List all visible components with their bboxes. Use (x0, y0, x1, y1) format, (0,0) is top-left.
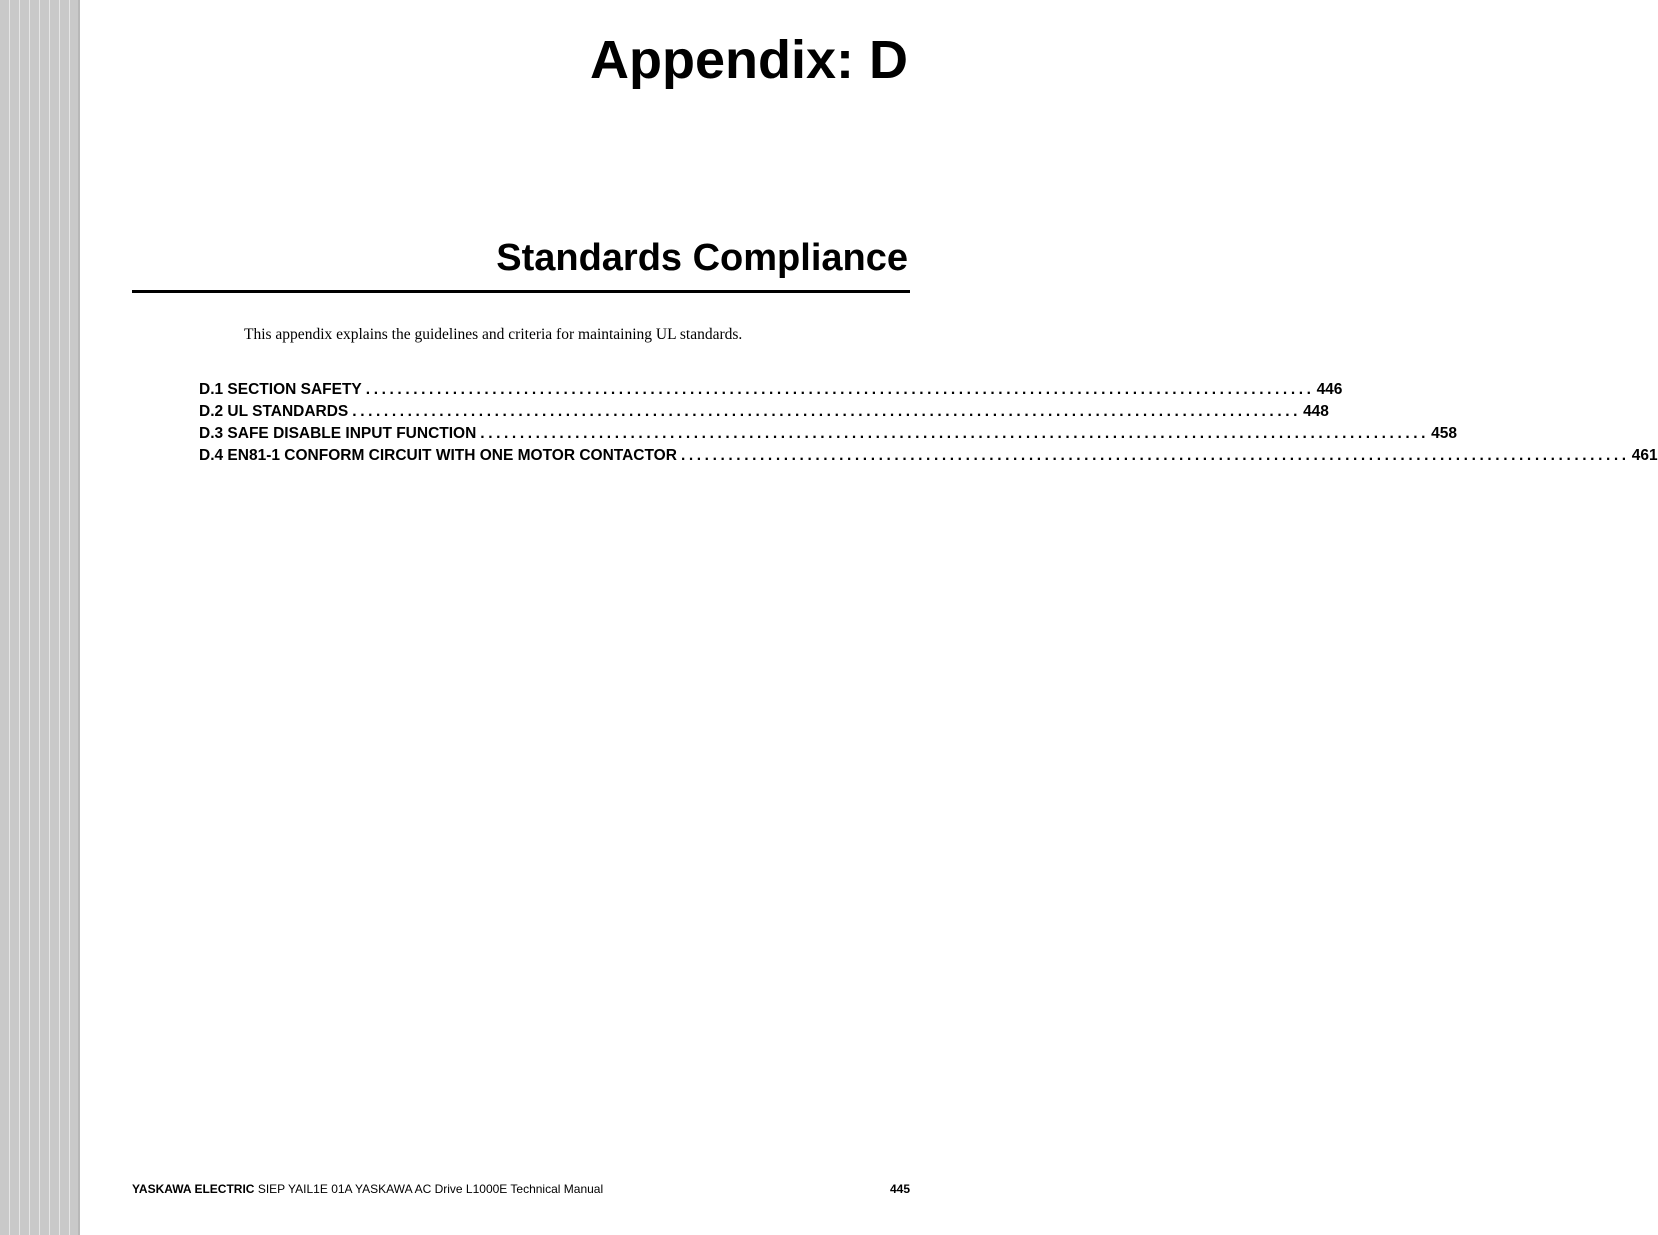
toc-entry-label: D.4 EN81-1 CONFORM CIRCUIT WITH ONE MOTOR CONTACTOR (199, 447, 677, 464)
toc-entry-d4[interactable] (199, 447, 1658, 469)
toc-leader-dots: ........................................................................................................................ (680, 447, 1630, 464)
page-footer (132, 1182, 910, 1196)
toc-entry-label: D.1 SECTION SAFETY (199, 381, 362, 398)
intro-paragraph: This appendix explains the guidelines and criteria for maintaining UL standards. (244, 326, 743, 343)
footer-brand: YASKAWA ELECTRIC (132, 1182, 255, 1196)
toc-leader-dots: ........................................................................................................................ (352, 403, 1302, 420)
footer-page-number: 445 (889, 1182, 910, 1196)
toc-entry-page: 446 (1316, 381, 1343, 398)
footer-manual-info (132, 1182, 603, 1196)
appendix-title: Appendix: D (590, 30, 908, 90)
toc-entry-d1[interactable] (199, 381, 1343, 403)
toc-entry-label: D.2 UL STANDARDS (199, 403, 349, 420)
toc-entry-page: 448 (1303, 403, 1329, 420)
toc-entry-d3[interactable] (199, 425, 1457, 447)
toc-entry-page: 458 (1431, 425, 1457, 442)
toc-entry-page: 461 (1631, 447, 1658, 464)
toc-leader-dots: ........................................................................................................................ (365, 381, 1315, 398)
side-margin-band (0, 0, 80, 1235)
title-divider (132, 290, 910, 293)
toc-entry-d2[interactable] (199, 403, 1329, 425)
table-of-contents (199, 381, 1658, 469)
footer-manual-title: SIEP YAIL1E 01A YASKAWA AC Drive L1000E Technical Manual (257, 1182, 604, 1196)
toc-leader-dots: ........................................................................................................................ (480, 425, 1430, 442)
toc-entry-label: D.3 SAFE DISABLE INPUT FUNCTION (199, 425, 477, 442)
chapter-title: Standards Compliance (496, 237, 908, 279)
